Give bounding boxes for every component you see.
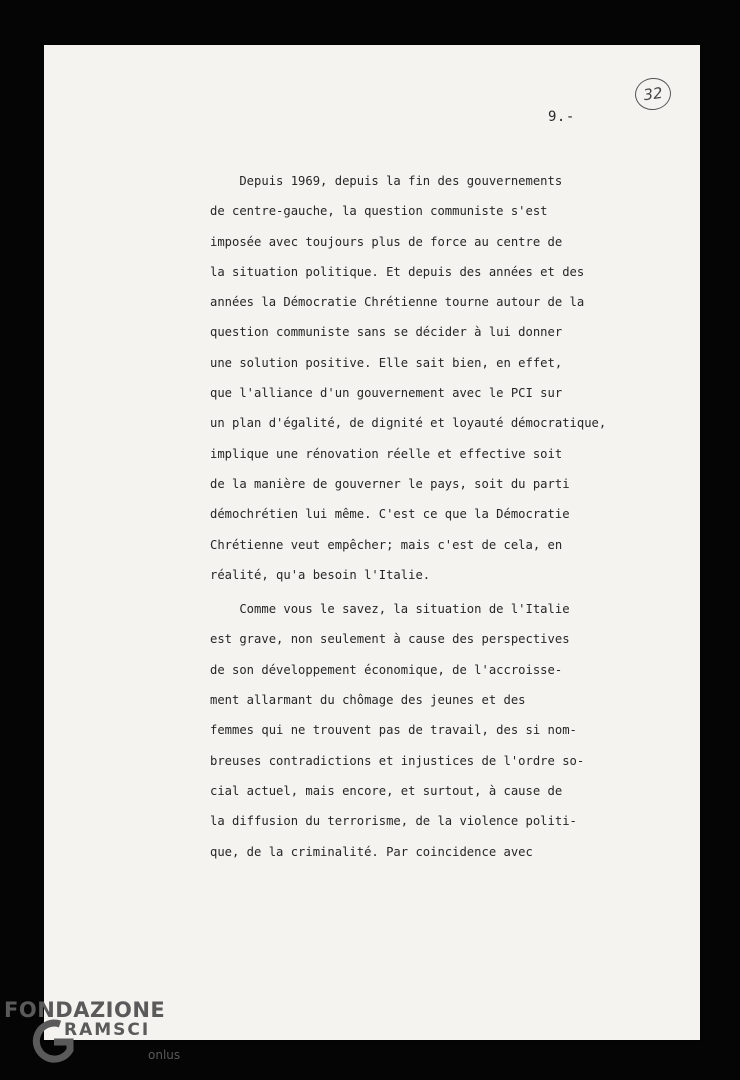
text-line: de son développement économique, de l'accroisse- bbox=[210, 662, 563, 677]
text-line: Chrétienne veut empêcher; mais c'est de cela, en bbox=[210, 537, 563, 552]
text-line: réalité, qu'a besoin l'Italie. bbox=[210, 567, 431, 582]
text-line: femmes qui ne trouvent pas de travail, des si nom- bbox=[210, 723, 577, 738]
text-line: cial actuel, mais encore, et surtout, à cause de bbox=[210, 783, 563, 798]
text-line: est grave, non seulement à cause des perspectives bbox=[210, 632, 570, 647]
text-line: de centre-gauche, la question communiste s'est bbox=[210, 204, 548, 219]
folio-stamp bbox=[633, 76, 673, 113]
paragraph-1 bbox=[210, 169, 690, 593]
text-line: que l'alliance d'un gouvernement avec le PCI sur bbox=[210, 386, 563, 401]
text-line: la diffusion du terrorisme, de la violence politi- bbox=[210, 814, 577, 829]
text-line: question communiste sans se décider à lui donner bbox=[210, 325, 563, 340]
text-line: implique une rénovation réelle et effective soit bbox=[210, 446, 563, 461]
text-line: années la Démocratie Chrétienne tourne autour de la bbox=[210, 295, 585, 310]
text-line: que, de la criminalité. Par coincidence avec bbox=[210, 844, 533, 859]
watermark-line1: FONDAZIONE bbox=[4, 998, 166, 1022]
text-line: Comme vous le savez, la situation de l'Italie bbox=[210, 602, 570, 617]
text-line: une solution positive. Elle sait bien, en effet, bbox=[210, 355, 563, 370]
text-line: de la manière de gouverner le pays, soit du parti bbox=[210, 476, 570, 491]
watermark-logo bbox=[4, 998, 194, 1076]
paragraph-2 bbox=[210, 597, 690, 870]
text-line: breuses contradictions et injustices de l'ordre so- bbox=[210, 753, 585, 768]
page-number: 9.- bbox=[548, 109, 575, 125]
watermark-line2: RAMSCI bbox=[64, 1020, 151, 1040]
text-line: imposée avec toujours plus de force au centre de bbox=[210, 234, 563, 249]
text-line: la situation politique. Et depuis des années et des bbox=[210, 264, 585, 279]
text-line: ment allarmant du chômage des jeunes et des bbox=[210, 693, 526, 708]
folio-number: 32 bbox=[642, 83, 664, 105]
text-line: un plan d'égalité, de dignité et loyauté démocratique, bbox=[210, 416, 607, 431]
watermark-suffix: onlus bbox=[148, 1048, 181, 1062]
document-page bbox=[44, 45, 700, 1040]
text-line: démochrétien lui même. C'est ce que la Démocratie bbox=[210, 507, 570, 522]
text-line: Depuis 1969, depuis la fin des gouvernements bbox=[210, 174, 563, 188]
body-text bbox=[210, 169, 690, 870]
